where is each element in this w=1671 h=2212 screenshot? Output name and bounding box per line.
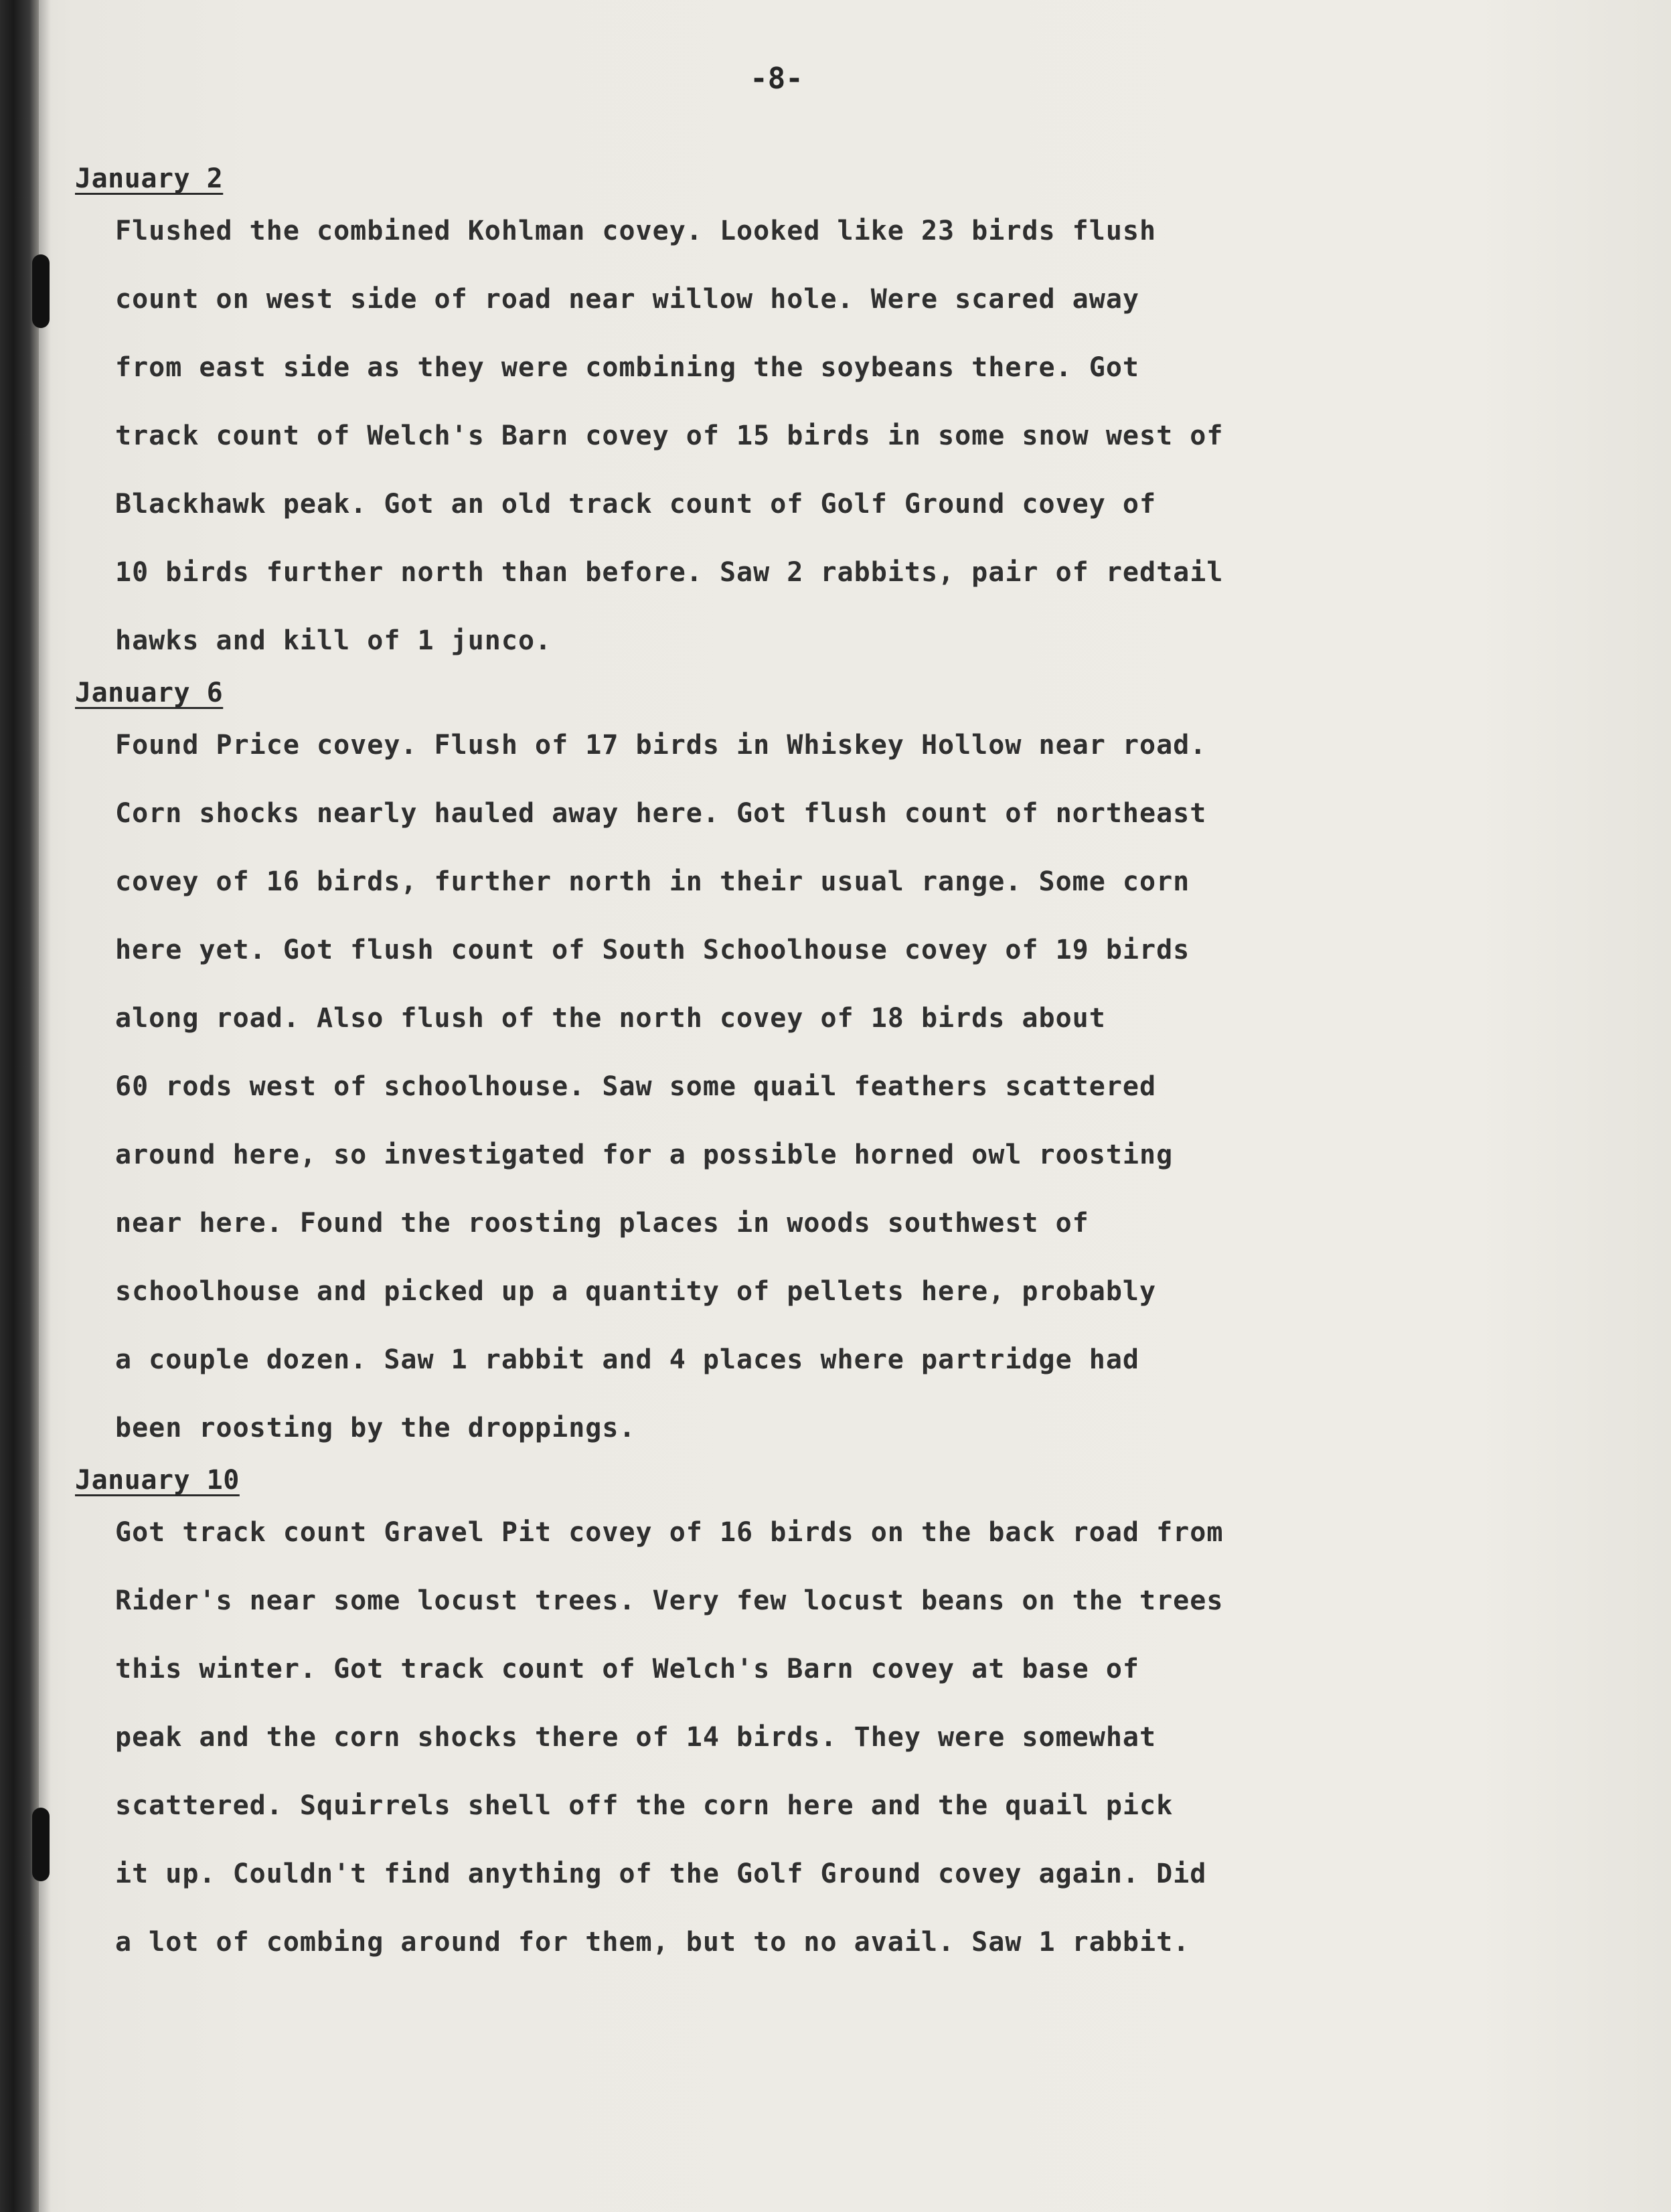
entry-line: peak and the corn shocks there of 14 birds. They were somewhat: [115, 1722, 1157, 1753]
entry-line: it up. Couldn't find anything of the Golf Ground covey again. Did: [115, 1859, 1207, 1889]
entry-line: near here. Found the roosting places in woods southwest of: [115, 1208, 1089, 1239]
entry-line: along road. Also flush of the north covey of 18 birds about: [115, 1003, 1106, 1034]
page-number: -8-: [750, 62, 803, 96]
entry-line: around here, so investigated for a possible horned owl roosting: [115, 1139, 1174, 1170]
entry-line: Got track count Gravel Pit covey of 16 birds on the back road from: [115, 1517, 1224, 1548]
entry-line: covey of 16 birds, further north in their usual range. Some corn: [115, 866, 1190, 897]
journal-entry: [75, 1462, 1514, 1976]
journal-entry: [75, 161, 1514, 675]
binder-hole-bottom: [32, 1808, 50, 1881]
journal-entry: [75, 675, 1514, 1462]
entry-date: January 6: [75, 678, 224, 708]
entry-line: Rider's near some locust trees. Very few locust beans on the trees: [115, 1585, 1224, 1616]
entry-line: Flushed the combined Kohlman covey. Looked like 23 birds flush: [115, 216, 1157, 246]
entry-line: been roosting by the droppings.: [115, 1413, 636, 1443]
journal-body: [75, 161, 1514, 1976]
entry-line: hawks and kill of 1 junco.: [115, 625, 552, 656]
entry-line: Found Price covey. Flush of 17 birds in Whiskey Hollow near road.: [115, 730, 1207, 761]
entry-line: 60 rods west of schoolhouse. Saw some quail feathers scattered: [115, 1071, 1157, 1102]
entry-line: a couple dozen. Saw 1 rabbit and 4 places where partridge had: [115, 1344, 1140, 1375]
entry-line: a lot of combing around for them, but to no avail. Saw 1 rabbit.: [115, 1927, 1190, 1958]
entry-line: scattered. Squirrels shell off the corn here and the quail pick: [115, 1790, 1174, 1821]
entry-line: track count of Welch's Barn covey of 15 birds in some snow west of: [115, 420, 1224, 451]
entry-line: here yet. Got flush count of South Schoolhouse covey of 19 birds: [115, 935, 1190, 965]
entry-date: January 2: [75, 163, 224, 194]
entry-date: January 10: [75, 1465, 240, 1496]
entry-line: count on west side of road near willow hole. Were scared away: [115, 284, 1140, 315]
entry-line: 10 birds further north than before. Saw 2 rabbits, pair of redtail: [115, 557, 1224, 588]
entry-line: Blackhawk peak. Got an old track count of Golf Ground covey of: [115, 489, 1157, 520]
entry-line: this winter. Got track count of Welch's Barn covey at base of: [115, 1654, 1140, 1684]
binder-hole-top: [32, 254, 50, 328]
binding-strip: [0, 0, 39, 2212]
entry-line: schoolhouse and picked up a quantity of pellets here, probably: [115, 1276, 1157, 1307]
entry-line: from east side as they were combining the soybeans there. Got: [115, 352, 1140, 383]
entry-line: Corn shocks nearly hauled away here. Got flush count of northeast: [115, 798, 1207, 829]
